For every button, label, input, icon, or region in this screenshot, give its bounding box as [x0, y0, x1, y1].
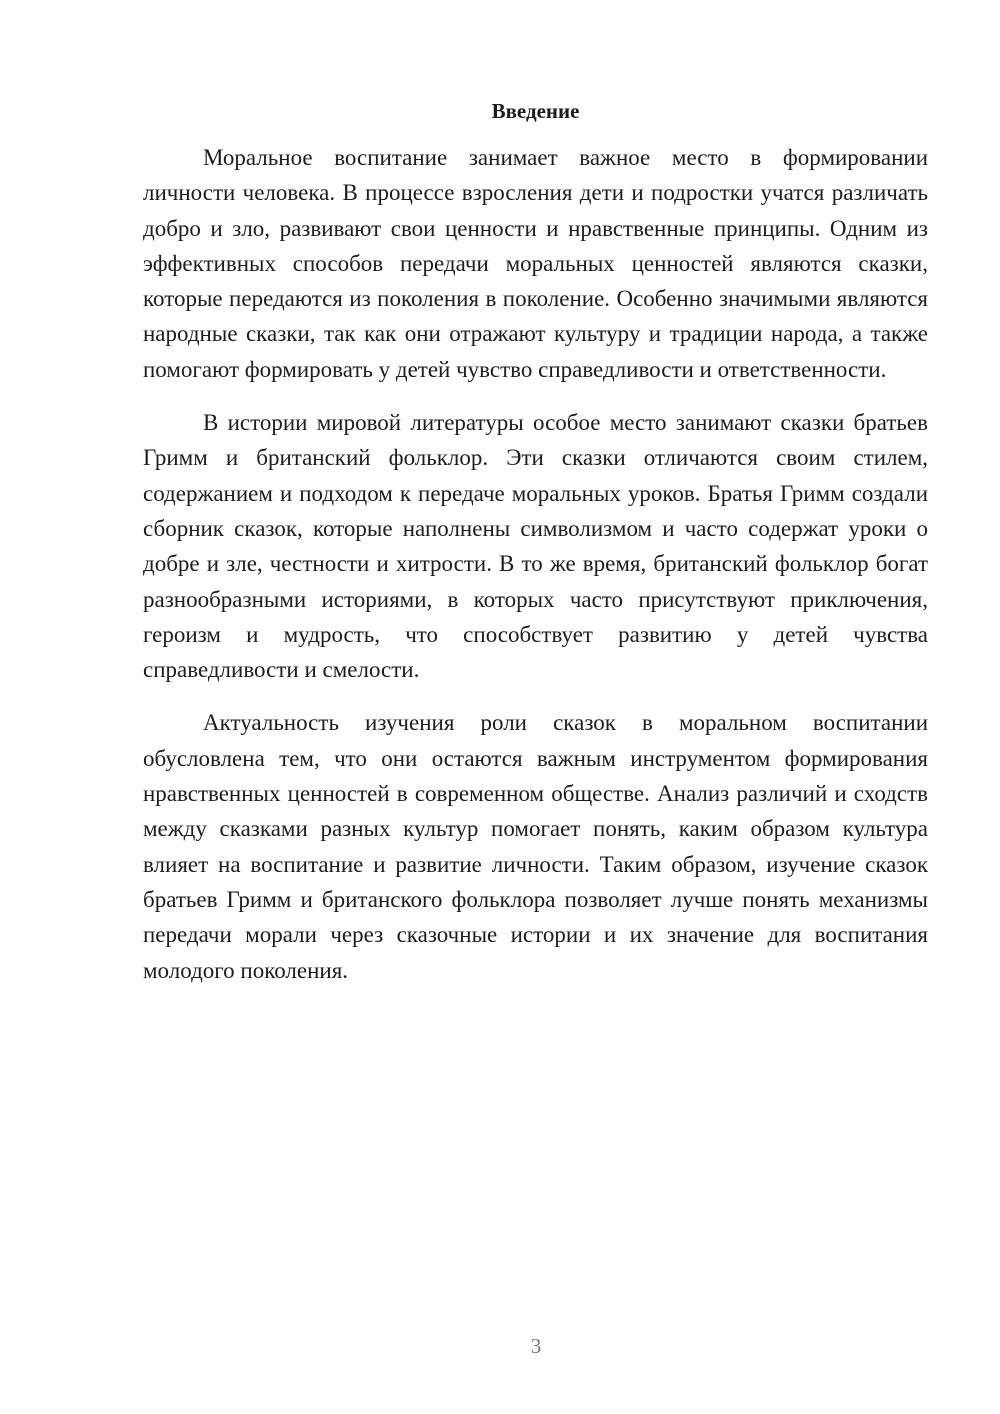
- section-heading: Введение: [491, 99, 580, 123]
- paragraph-3: Актуальность изучения роли сказок в моральном воспитании обусловлена тем, что они остаются важным инструментом формирования нравственных ценностей в современном обществе. Анализ различий и сходств между сказками разных культур помогает понять, каким образом культура влияет на воспитание и развитие личности. Таким образом, изучение сказок братьев Гримм и британского фольклора позволяет лучше понять механизмы передачи морали через сказочные истории и их значение для воспитания молодого поколения.: [143, 710, 928, 983]
- paragraph-2: В истории мировой литературы особое место занимают сказки братьев Гримм и британский фольклор. Эти сказки отличаются своим стилем, содержанием и подходом к передаче моральных уроков. Братья Гримм создали сборник сказок, которые наполнены символизмом и часто содержат уроки о добре и зле, честности и хитрости. В то же время, британский фольклор богат разнообразными историями, в которых часто присутствуют приключения, героизм и мудрость, что способствует развитию у детей чувства справедливости и смелости.: [143, 410, 928, 683]
- page-content: [143, 96, 928, 988]
- paragraph-1: Моральное воспитание занимает важное место в формировании личности человека. В процессе взросления дети и подростки учатся различать добро и зло, развивают свои ценности и нравственные принципы. Одним из эффективных способов передачи моральных ценностей являются сказки, которые передаются из поколения в поколение. Особенно значимыми являются народные сказки, так как они отражают культуру и традиции народа, а также помогают формировать у детей чувство справедливости и ответственности.: [143, 145, 928, 382]
- page-number: 3: [530, 1334, 542, 1358]
